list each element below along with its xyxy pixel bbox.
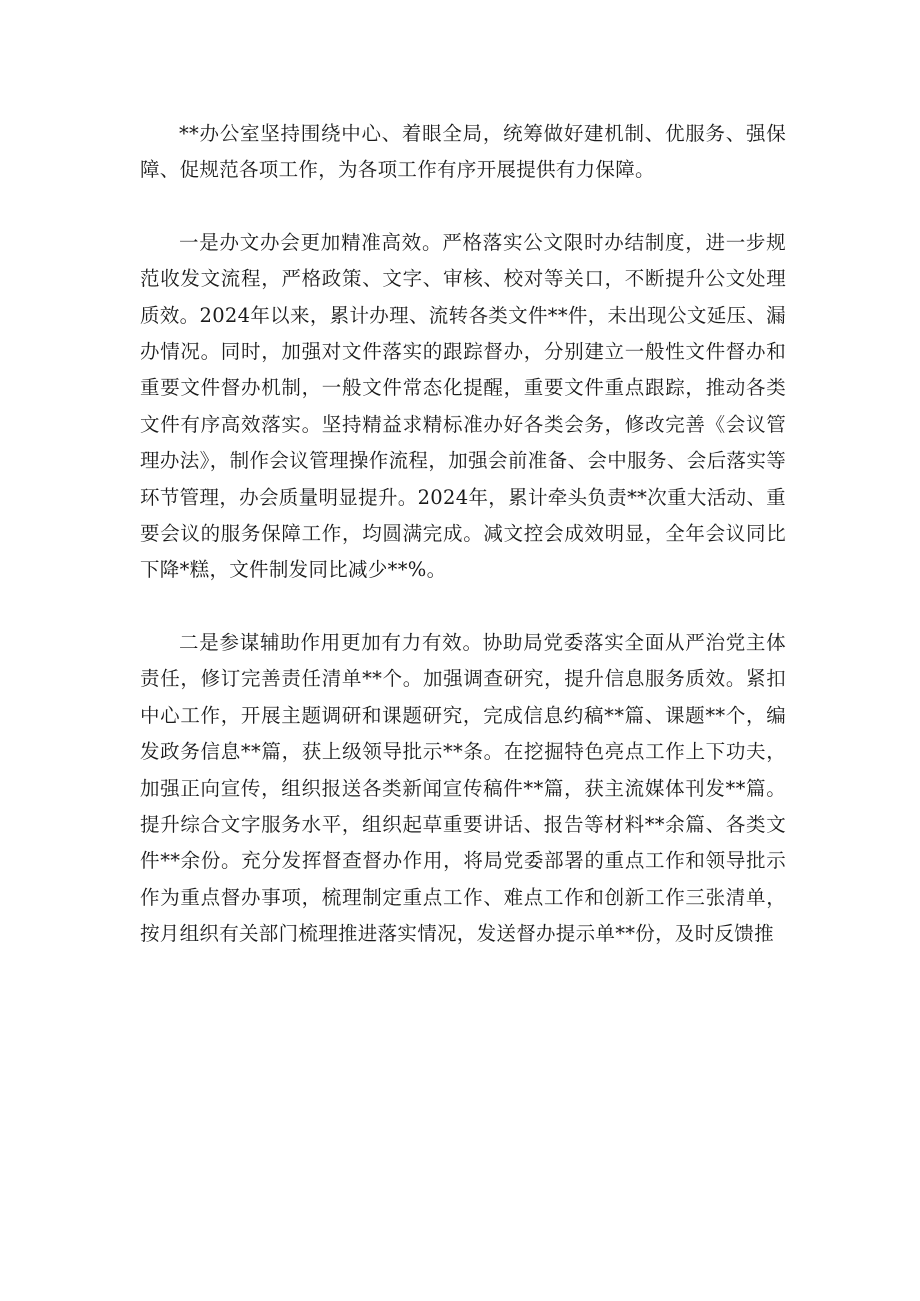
paragraph-advisory-role: 二是参谋辅助作用更加有力有效。协助局党委落实全面从严治党主体责任，修订完善责任清单**个。加强调查研究，提升信息服务质效。紧扣中心工作，开展主题调研和课题研究，完成信息约稿**篇、课题**个，编发政务信息**篇，获上级领导批示**条。在挖掘特色亮点工作上下功夫，加强正向宣传，组织报送各类新闻宣传稿件**篇，获主流媒体刊发**篇。提升综合文字服务水平，组织起草重要讲话、报告等材料**余篇、各类文件**余份。充分发挥督查督办作用，将局党委部署的重点工作和领导批示作为重点督办事项，梳理制定重点工作、难点工作和创新工作三张清单，按月组织有关部门梳理推进落实情况，发送督办提示单**份，及时反馈推	[140, 630, 786, 946]
paragraph-document-meeting: 一是办文办会更加精准高效。严格落实公文限时办结制度，进一步规范收发文流程，严格政策、文字、审核、校对等关口，不断提升公文处理质效。2024年以来，累计办理、流转各类文件**件，未出现公文延压、漏办情况。同时，加强对文件落实的跟踪督办，分别建立一般性文件督办和重要文件督办机制，一般文件常态化提醒，重要文件重点跟踪，推动各类文件有序高效落实。坚持精益求精标准办好各类会务，修改完善《会议管理办法》，制作会议管理操作流程，加强会前准备、会中服务、会后落实等环节管理，办会质量明显提升。2024年，累计牵头负责**次重大活动、重要会议的服务保障工作，均圆满完成。减文控会成效明显，全年会议同比下降*糕，文件制发同比减少**%。	[140, 230, 786, 582]
paragraph-intro: **办公室坚持围绕中心、着眼全局，统筹做好建机制、优服务、强保障、促规范各项工作，为各项工作有序开展提供有力保障。	[140, 122, 786, 182]
document-body	[140, 116, 786, 953]
